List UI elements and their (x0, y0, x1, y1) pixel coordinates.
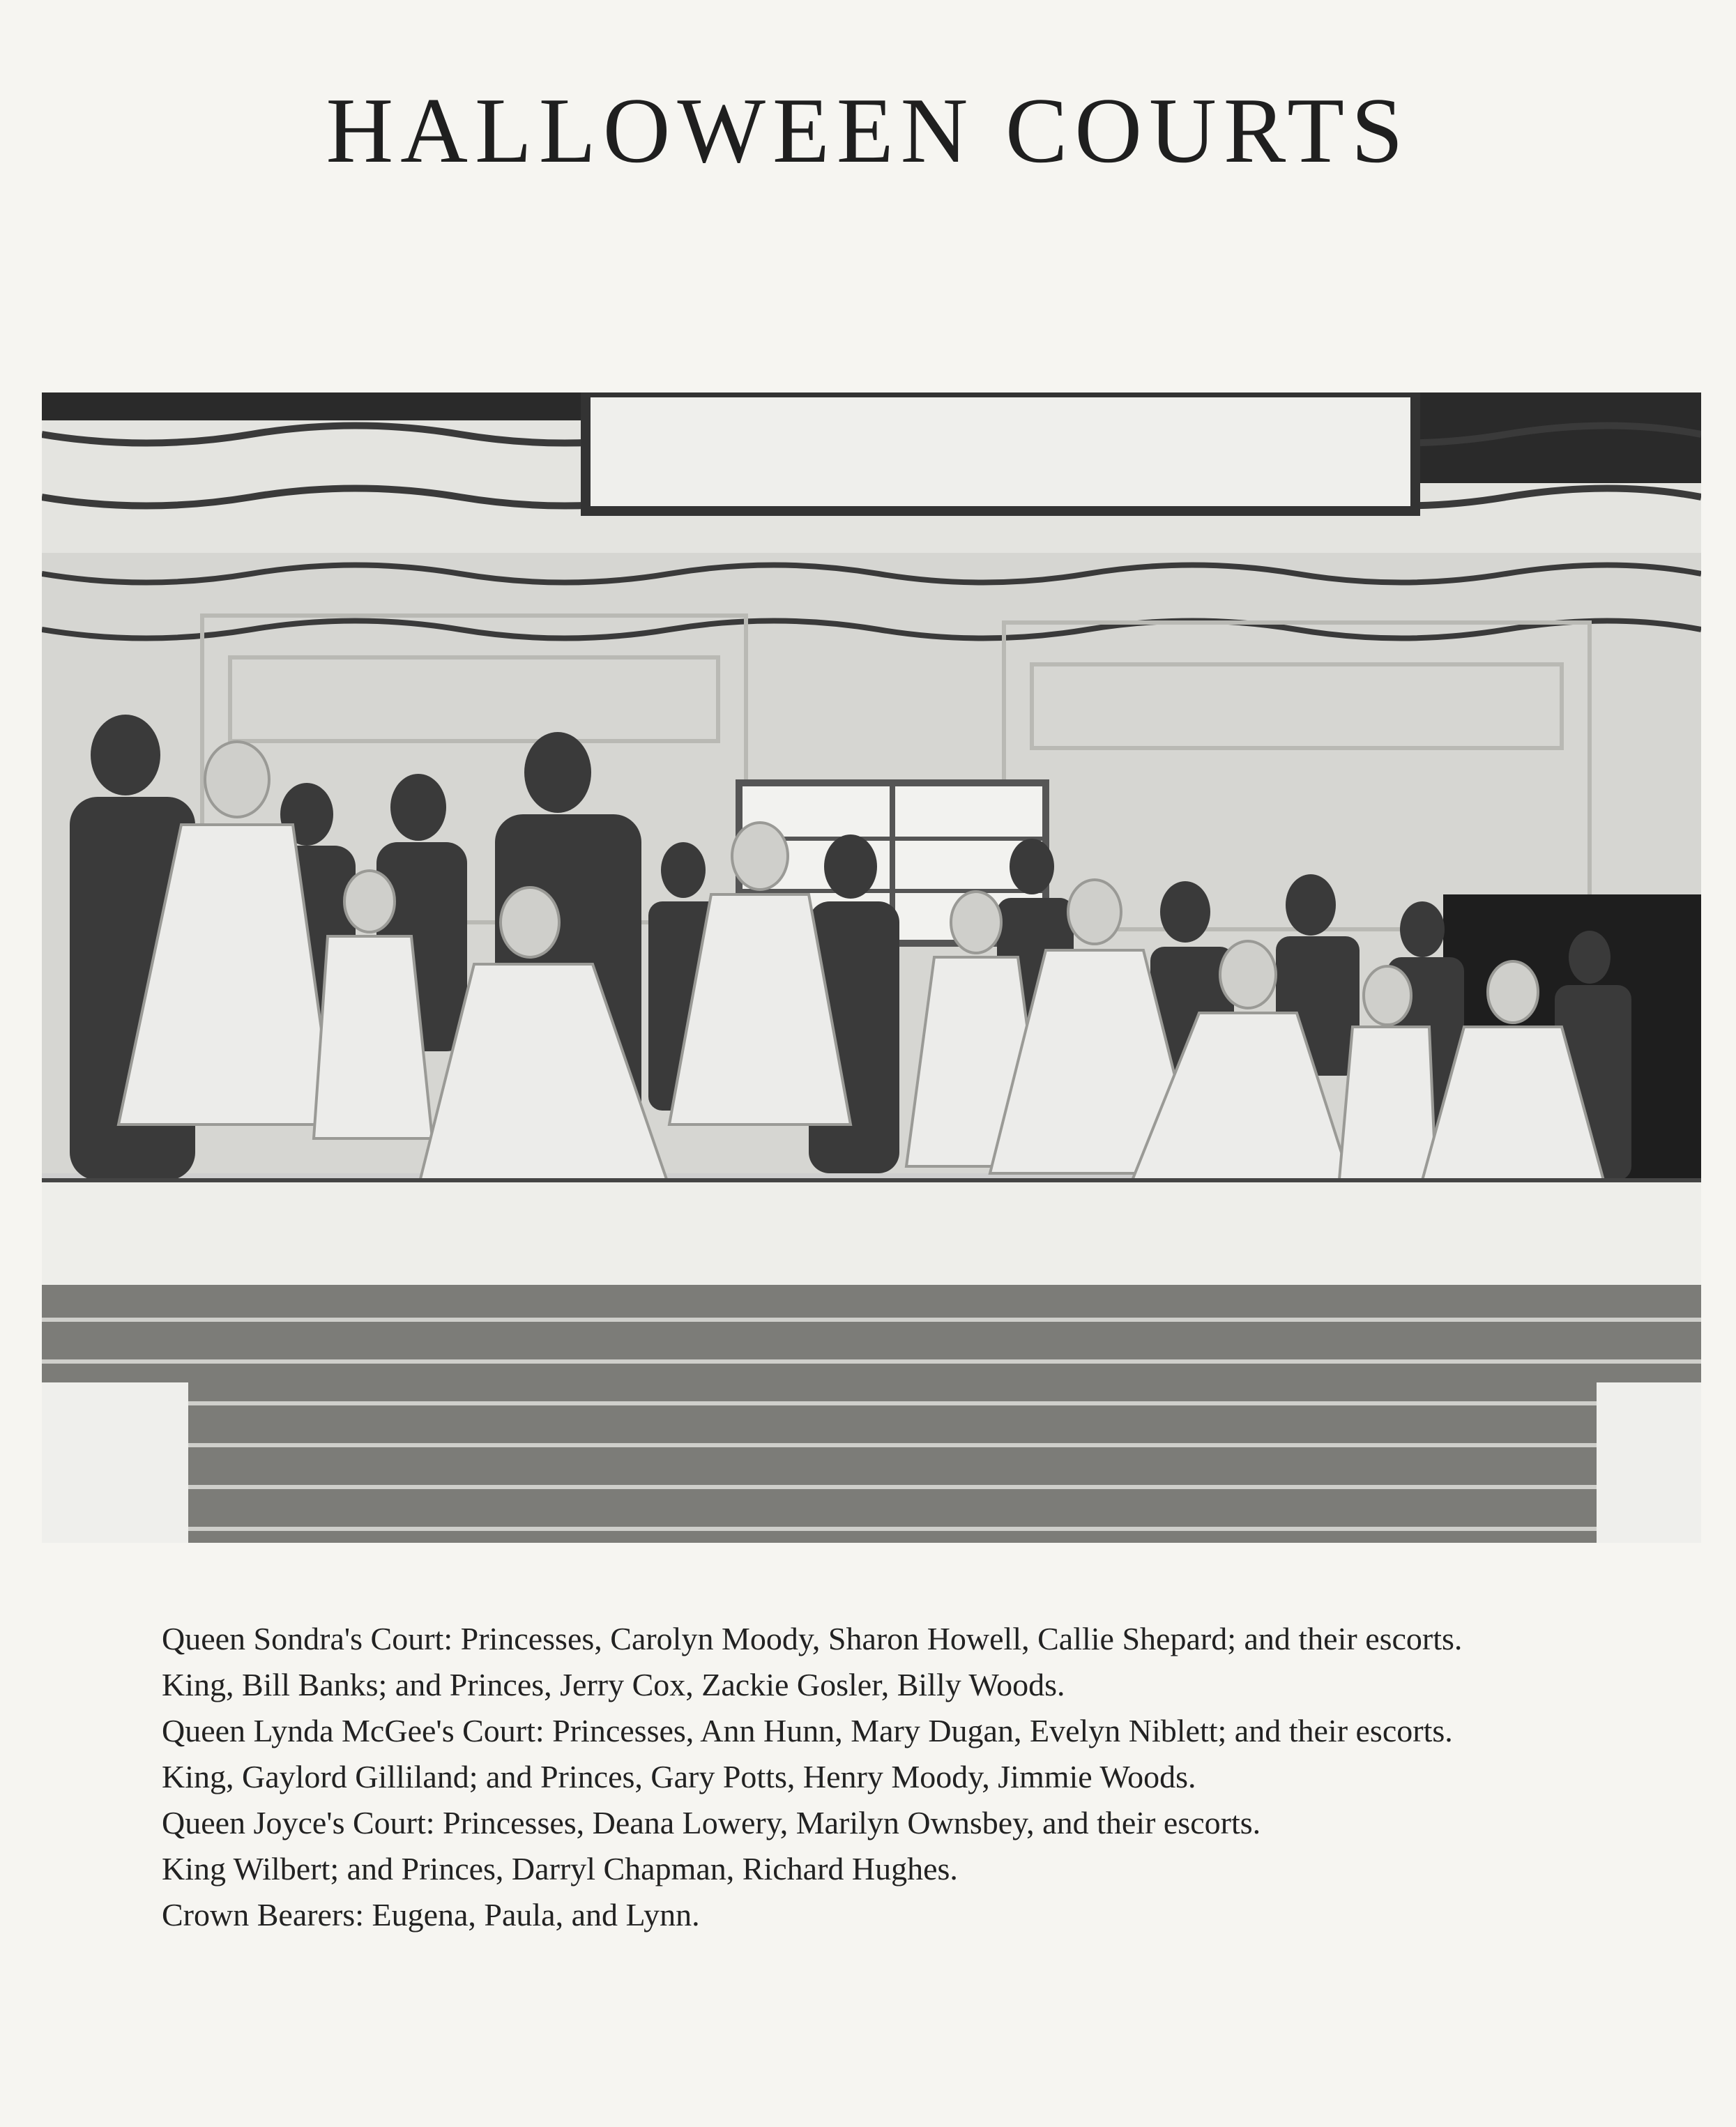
caption-line-queen-lynda: Queen Lynda McGee's Court: Princesses, Ann Hunn, Mary Dugan, Evelyn Niblett; and their escorts. (162, 1713, 1453, 1748)
caption-line-queen-joyce: Queen Joyce's Court: Princesses, Deana Lowery, Marilyn Ownsbey, and their escorts. (162, 1805, 1261, 1840)
caption-line-king-gaylord: King, Gaylord Gilliland; and Princes, Gary Potts, Henry Moody, Jimmie Woods. (162, 1759, 1196, 1794)
stage-apron (42, 1180, 1701, 1285)
caption-line-queen-sondra: Queen Sondra's Court: Princesses, Carolyn Moody, Sharon Howell, Callie Shepard; and their escorts. (162, 1621, 1463, 1656)
caption-line-king-wilbert: King Wilbert; and Princes, Darryl Chapman, Richard Hughes. (162, 1851, 958, 1886)
court-group-photo (42, 392, 1701, 1543)
page-title: HALLOWEEN COURTS (326, 79, 1410, 182)
basketball-backboard (586, 392, 1415, 511)
caption-line-king-bill: King, Bill Banks; and Princes, Jerry Cox, Zackie Gosler, Billy Woods. (162, 1667, 1065, 1702)
photo-caption (162, 1616, 1612, 1938)
brick-wall (42, 1285, 1701, 1543)
caption-line-crown-bearers: Crown Bearers: Eugena, Paula, and Lynn. (162, 1897, 700, 1932)
